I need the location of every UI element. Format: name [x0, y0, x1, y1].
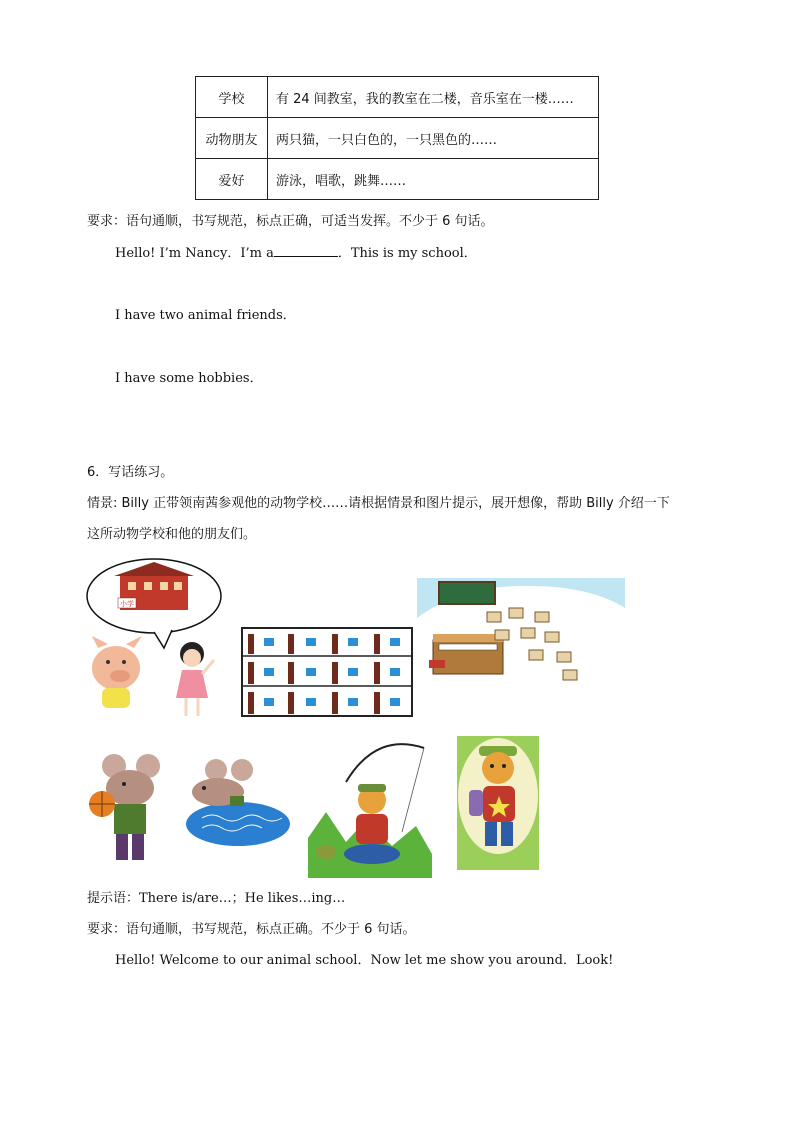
- school-building-illustration: [240, 624, 414, 718]
- mouse-swimming-illustration: [182, 756, 292, 848]
- line1-start: Hello! I’m Nancy．I’m a: [115, 246, 274, 261]
- scene-text-1: 情景: Billy 正带领南茜参观他的动物学校……请根据情景和图片提示，展开想像，帮助 Billy 介绍一下: [87, 496, 670, 511]
- pig-girl-illustration: [84, 556, 229, 721]
- table-row: [196, 118, 599, 159]
- table-row: [196, 159, 599, 200]
- scene-text-2: 这所动物学校和他的朋友们。: [87, 527, 257, 542]
- requirement-6: 要求：语句通顺，书写规范，标点正确。不少于 6 句话。: [87, 922, 416, 937]
- writing-line-3: I have some hobbies．: [115, 371, 263, 386]
- music-room-illustration: [417, 578, 625, 702]
- table-row: [196, 77, 599, 118]
- table-value: 游泳，唱歌，跳舞……: [268, 159, 599, 200]
- hint-text: 提示语：There is/are…；He likes…ing…: [87, 891, 346, 906]
- table-value: 两只猫，一只白色的，一只黑色的……: [268, 118, 599, 159]
- cat-fishing-illustration: [306, 742, 434, 878]
- school-sign: 小学: [120, 600, 134, 608]
- fill-blank[interactable]: [274, 245, 338, 257]
- writing-line-1: [115, 242, 477, 261]
- table-key: 动物朋友: [196, 118, 268, 159]
- line1-end: ．This is my school．: [337, 246, 477, 261]
- cat-hiking-illustration: [457, 736, 539, 870]
- requirement-5: 要求：语句通顺，书写规范，标点正确，可适当发挥。不少于 6 句话。: [87, 214, 494, 229]
- section-6-title: 6．写话练习。: [87, 465, 174, 480]
- table-key: 学校: [196, 77, 268, 118]
- writing-line-2: I have two animal friends．: [115, 308, 296, 323]
- table-value: 有 24 间教室，我的教室在二楼，音乐室在一楼……: [268, 77, 599, 118]
- mouse-basketball-illustration: [86, 752, 170, 864]
- table-key: 爱好: [196, 159, 268, 200]
- info-table: [195, 76, 599, 200]
- opening-line: Hello! Welcome to our animal school．Now let me show you around．Look!: [115, 953, 614, 968]
